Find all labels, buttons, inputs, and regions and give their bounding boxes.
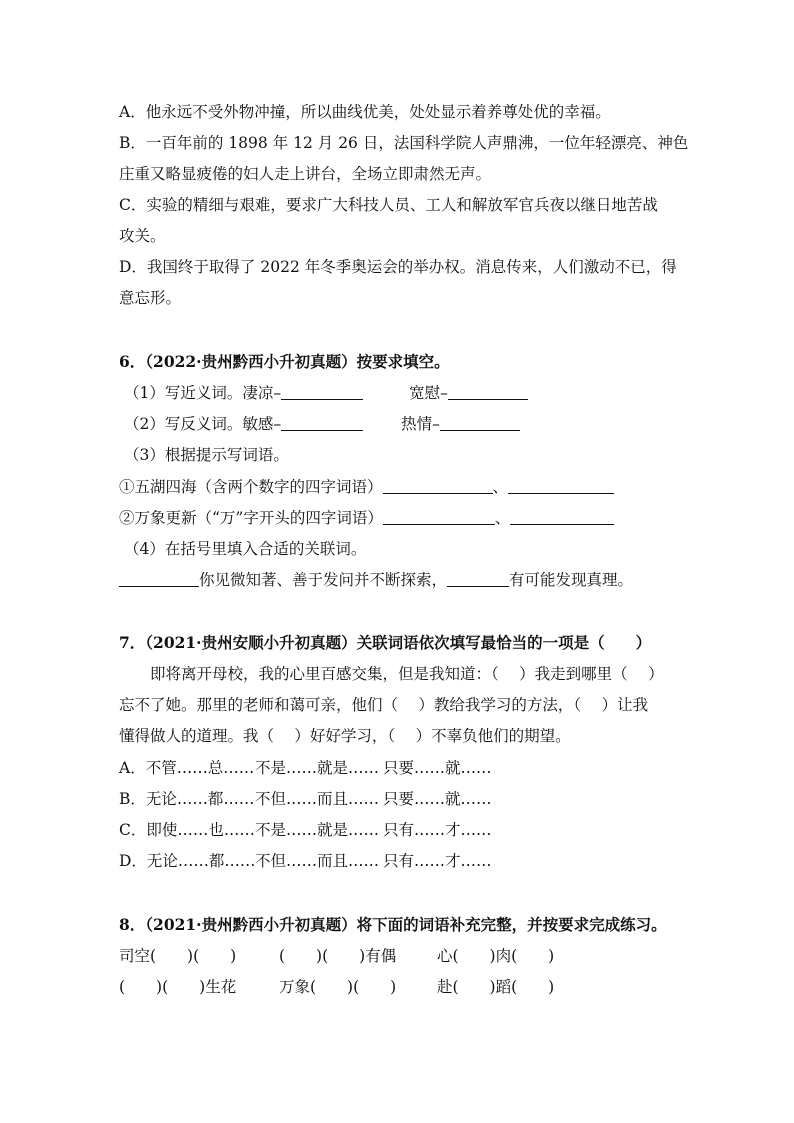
q6-blank-sub3-1b[interactable] <box>508 479 614 494</box>
q7-option-b-part2: 不但……而且…… <box>255 790 380 808</box>
q6-blank-synonym-2[interactable] <box>448 385 528 400</box>
q7-passage-line2: 忘不了她。那里的老师和蔼可亲，他们（ ）教给我学习的方法，（ ）让我 <box>119 696 649 714</box>
q8-idiom-2[interactable]: ( )( )有偶 <box>279 947 397 965</box>
q5-option-d-line1: D．我国终于取得了 2022 年冬季奥运会的举办权。消息传来，人们激动不已，得 <box>119 258 677 276</box>
q7-option-c-part3: 只有……才…… <box>383 821 492 839</box>
q6-blank-sub3-2b[interactable] <box>510 510 614 525</box>
q6-antonym-row <box>124 414 684 434</box>
q7-option-d-part2: 不但……而且…… <box>255 852 380 870</box>
q6-blank-synonym-1[interactable] <box>281 385 363 400</box>
q6-separator: 、 <box>494 509 511 527</box>
q8-row2 <box>119 977 679 997</box>
q7-option-b-part3: 只要……就…… <box>383 790 492 808</box>
q5-option-a: A．他永远不受外物冲撞，所以曲线优美，处处显示着养尊处优的幸福。 <box>119 103 611 121</box>
q6-sub4-end-text: 有可能发现真理。 <box>509 571 634 589</box>
q6-sub3-item2-label: ②万象更新（“万”字开头的四字词语） <box>119 509 383 527</box>
q6-title: 6．（2022·贵州黔西小升初真题）按要求填空。 <box>119 352 450 371</box>
q6-antonym-label-1: （2）写反义词。敏感– <box>124 415 282 433</box>
q6-sub3-row1 <box>119 477 679 497</box>
q6-blank-antonym-1[interactable] <box>281 416 363 431</box>
q6-sub4-sentence <box>119 570 679 590</box>
q7-option-a-part2: 不是……就是…… <box>255 759 380 777</box>
q7-passage-line3: 懂得做人的道理。我（ ）好好学习，（ ）不辜负他们的期望。 <box>119 727 571 745</box>
q7-option-d-part3: 只有……才…… <box>383 852 492 870</box>
q6-sub3-row2 <box>119 508 679 528</box>
q7-option-c-part2: 不是……就是…… <box>255 821 380 839</box>
q8-idiom-3[interactable]: 心( )肉( ) <box>437 947 555 965</box>
q7-passage-line1: 即将离开母校，我的心里百感交集，但是我知道：（ ）我走到哪里（ ） <box>150 665 664 683</box>
q6-separator: 、 <box>492 478 509 496</box>
q6-synonym-label-1: （1）写近义词。凄凉– <box>124 384 282 402</box>
q5-option-b-line1: B．一百年前的 1898 年 12 月 26 日，法国科学院人声鼎沸，一位年轻漂亮、神色 <box>119 134 689 152</box>
q6-sub3-prompt: （3）根据提示写词语。 <box>124 446 289 464</box>
q5-option-c-line2: 攻关。 <box>119 227 166 245</box>
q6-synonym-row <box>124 383 684 403</box>
q8-title: 8．（2021·贵州黔西小升初真题）将下面的词语补充完整，并按要求完成练习。 <box>119 915 667 934</box>
q7-option-c[interactable] <box>119 820 679 840</box>
q8-idiom-1[interactable]: 司空( )( ) <box>119 947 237 965</box>
q7-title: 7．（2021·贵州安顺小升初真题）关联词语依次填写最恰当的一项是（ ） <box>119 633 652 652</box>
q7-option-a[interactable] <box>119 758 679 778</box>
q8-idiom-6[interactable]: 赴( )蹈( ) <box>437 978 555 996</box>
q7-option-b[interactable] <box>119 789 679 809</box>
q7-option-a-part3: 只要……就…… <box>383 759 492 777</box>
q6-sub3-item1-label: ①五湖四海（含两个数字的四字词语） <box>119 478 383 496</box>
q7-option-b-part1: B．无论……都…… <box>119 790 255 808</box>
q5-option-d-line2: 意忘形。 <box>119 289 182 307</box>
q6-blank-sub4-1[interactable] <box>119 572 199 587</box>
q6-blank-sub3-1a[interactable] <box>383 479 493 494</box>
q7-option-d[interactable] <box>119 851 679 871</box>
q7-option-d-part1: D．无论……都…… <box>119 852 256 870</box>
q5-option-b-line2: 庄重又略显疲倦的妇人走上讲台，全场立即肃然无声。 <box>119 165 492 183</box>
q6-sub4-prompt: （4）在括号里填入合适的关联词。 <box>124 540 367 558</box>
q6-blank-sub3-2a[interactable] <box>383 510 495 525</box>
q6-blank-sub4-2[interactable] <box>447 572 509 587</box>
q8-idiom-4[interactable]: ( )( )生花 <box>119 978 237 996</box>
q6-sub4-mid-text: 你见微知著、善于发问并不断探索， <box>199 571 448 589</box>
q8-idiom-5[interactable]: 万象( )( ) <box>279 978 397 996</box>
q6-blank-antonym-2[interactable] <box>440 416 520 431</box>
q7-option-a-part1: A．不管……总…… <box>119 759 255 777</box>
q5-option-c-line1: C．实验的精细与艰难，要求广大科技人员、工人和解放军官兵夜以继日地苦战 <box>119 196 658 214</box>
q6-antonym-label-2: 热情– <box>401 415 440 433</box>
q8-row1 <box>119 946 679 966</box>
q7-option-c-part1: C．即使……也…… <box>119 821 255 839</box>
q6-synonym-label-2: 宽慰– <box>409 384 448 402</box>
